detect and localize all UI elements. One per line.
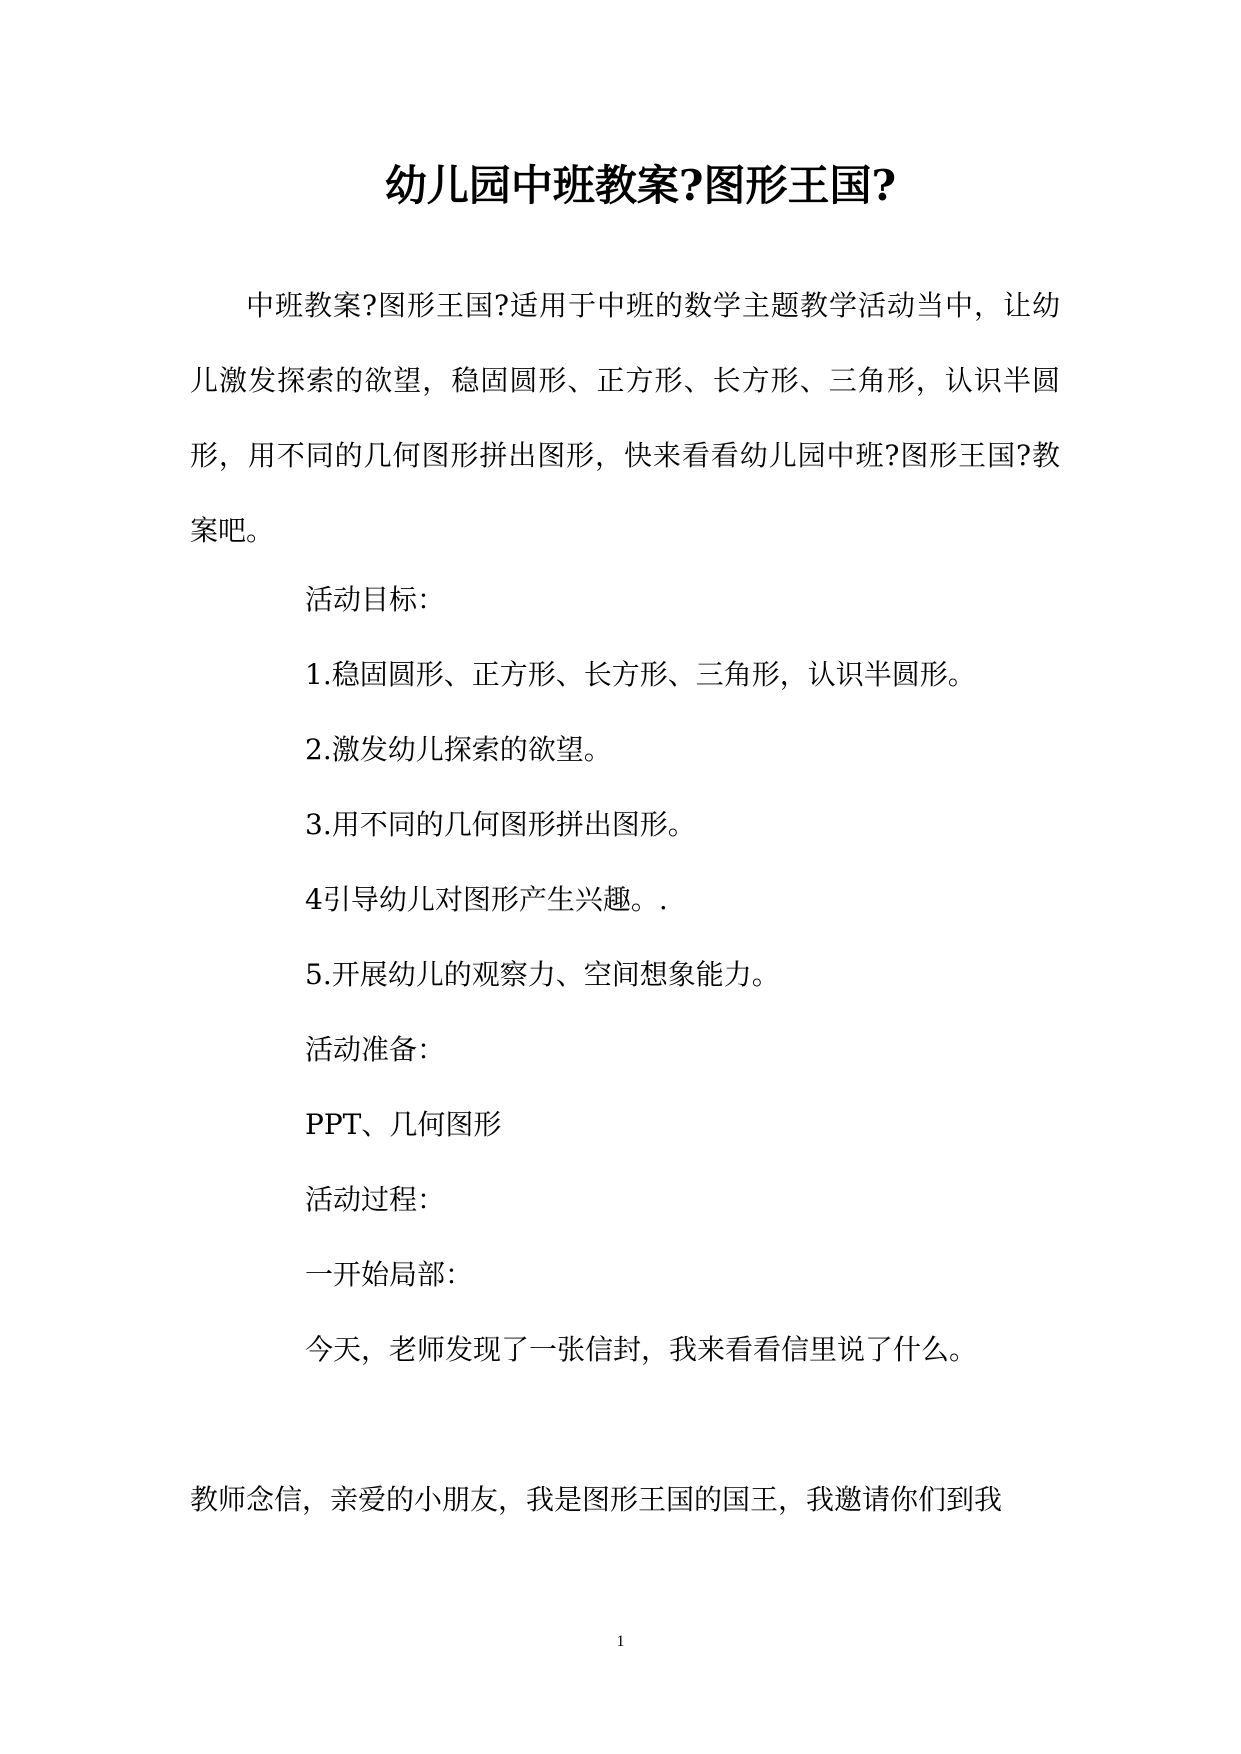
section-heading-process: 活动过程： <box>305 1183 446 1216</box>
goal-item-2: 2.激发幼儿探索的欲望。 <box>305 733 612 766</box>
goal-item-1: 1.稳固圆形、正方形、长方形、三角形，认识半圆形。 <box>305 658 976 691</box>
process-step-text: 今天，老师发现了一张信封，我来看看信里说了什么。 <box>305 1333 978 1366</box>
goal-item-3: 3.用不同的几何图形拼出图形。 <box>305 808 696 841</box>
section-heading-goals: 活动目标： <box>305 583 446 616</box>
page-number: 1 <box>616 1633 625 1650</box>
content-lines <box>305 562 977 1387</box>
process-step-heading: 一开始局部： <box>305 1258 474 1291</box>
intro-paragraph: 中班教案?图形王国?适用于中班的数学主题教学活动当中，让幼儿激发探索的欲望，稳固圆形、正方形、长方形、三角形，认识半圆形，用不同的几何图形拼出图形，快来看看幼儿园中班?图形王国?教案吧。 <box>190 289 1060 547</box>
preparation-item: PPT、几何图形 <box>305 1108 502 1141</box>
section-heading-preparation: 活动准备： <box>305 1033 446 1066</box>
goal-item-4: 4引导幼儿对图形产生兴趣。. <box>305 883 668 916</box>
letter-paragraph: 教师念信，亲爱的小朋友，我是图形王国的国王，我邀请你们到我 <box>190 1483 1003 1516</box>
goal-item-5: 5.开展幼儿的观察力、空间想象能力。 <box>305 958 780 991</box>
document-title: 幼儿园中班教案?图形王国? <box>384 161 897 210</box>
